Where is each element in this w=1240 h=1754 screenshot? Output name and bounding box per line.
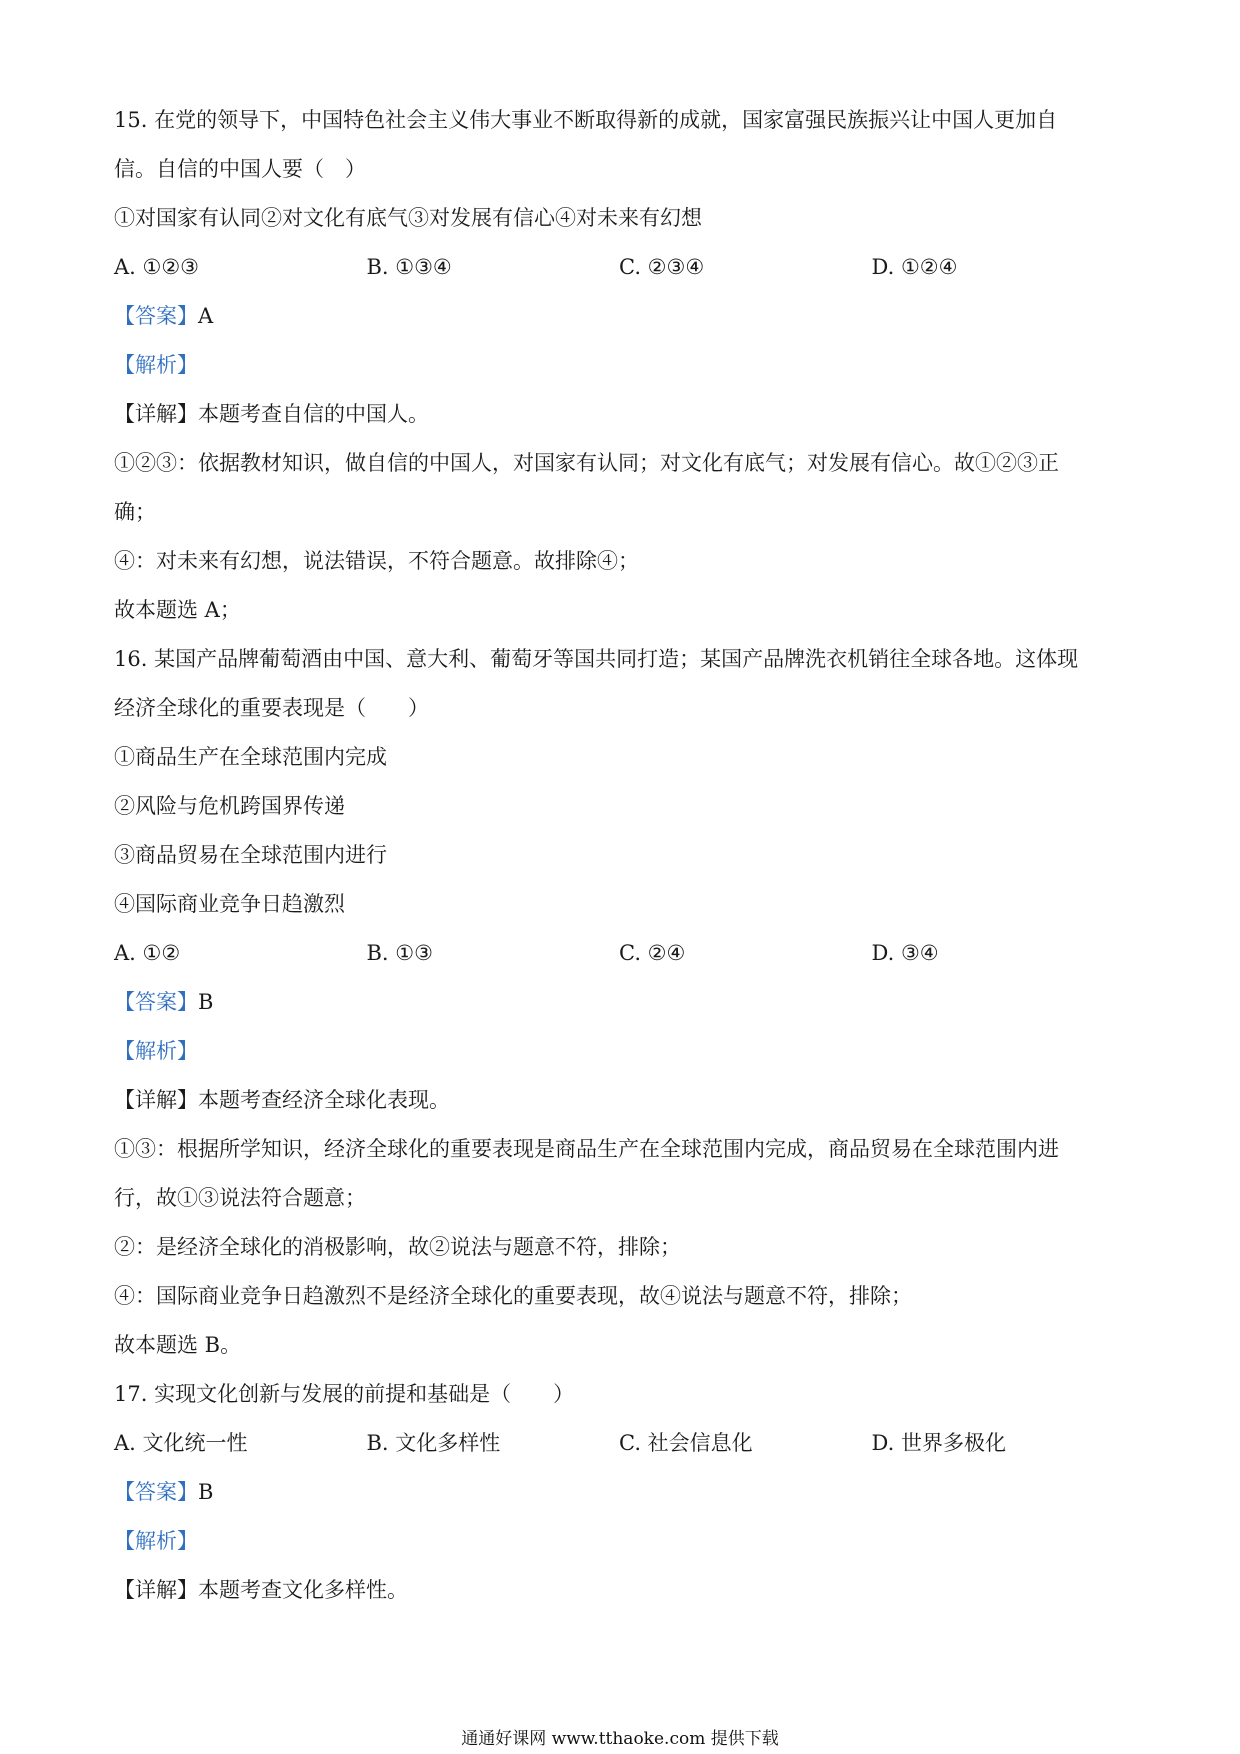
q16-explanation-line: 行，故①③说法符合题意； xyxy=(114,1186,366,1210)
q15-option-a: A. ①②③ xyxy=(114,255,199,279)
q17-analysis-tag: 【解析】 xyxy=(114,1529,198,1553)
q15-stem-line1: 15. 在党的领导下，中国特色社会主义伟大事业不断取得新的成就，国家富强民族振兴让中国人更加自 xyxy=(114,108,1058,132)
q16-statement: ①商品生产在全球范围内完成 xyxy=(114,745,387,769)
q16-option-d: D. ③④ xyxy=(871,941,939,965)
q17-options xyxy=(114,1419,1124,1468)
page-footer: 通通好课网 www.tthaoke.com 提供下载 xyxy=(461,1729,779,1749)
q15-explanation-line: ①②③：依据教材知识，做自信的中国人，对国家有认同；对文化有底气；对发展有信心。故①②③正 xyxy=(114,451,1059,475)
q16-answer-tag: 【答案】 xyxy=(114,990,198,1014)
document-page xyxy=(114,96,1124,1615)
q15-explanation-line: 故本题选 A； xyxy=(114,598,241,622)
q17-analysis xyxy=(114,1517,1124,1566)
q16-statement: ③商品贸易在全球范围内进行 xyxy=(114,843,387,867)
q16-statement: ②风险与危机跨国界传递 xyxy=(114,794,345,818)
q16-explanation-line: ②：是经济全球化的消极影响，故②说法与题意不符，排除； xyxy=(114,1235,681,1259)
q15-option-b: B. ①③④ xyxy=(366,255,452,279)
q16-option-c: C. ②④ xyxy=(619,941,686,965)
q17-option-a: A. 文化统一性 xyxy=(114,1431,248,1455)
q15-analysis xyxy=(114,341,1124,390)
q16-options xyxy=(114,929,1124,978)
q17-answer-tag: 【答案】 xyxy=(114,1480,198,1504)
q15-stem-line2: 信。自信的中国人要（ ） xyxy=(114,157,366,181)
q17-detail-tag: 【详解】 xyxy=(114,1578,198,1602)
q16-explanation-line: 故本题选 B。 xyxy=(114,1333,242,1357)
q16-stem-line1: 16. 某国产品牌葡萄酒由中国、意大利、葡萄牙等国共同打造；某国产品牌洗衣机销往全球各地。这体现 xyxy=(114,647,1079,671)
q15-statements: ①对国家有认同②对文化有底气③对发展有信心④对未来有幻想 xyxy=(114,206,702,230)
q16-answer-value: B xyxy=(198,990,214,1014)
q15-option-c: C. ②③④ xyxy=(619,255,705,279)
q16-analysis xyxy=(114,1027,1124,1076)
q17-detail xyxy=(114,1566,1124,1615)
q15-options xyxy=(114,243,1124,292)
q15-analysis-tag: 【解析】 xyxy=(114,353,198,377)
q16-option-a: A. ①② xyxy=(114,941,181,965)
q16-analysis-tag: 【解析】 xyxy=(114,1039,198,1063)
q15-detail-text: 本题考查自信的中国人。 xyxy=(198,402,429,426)
q16-option-b: B. ①③ xyxy=(366,941,433,965)
q15-answer-tag: 【答案】 xyxy=(114,304,198,328)
q17-answer-value: B xyxy=(198,1480,214,1504)
q17-option-b: B. 文化多样性 xyxy=(366,1431,501,1455)
q15-answer xyxy=(114,292,1124,341)
q16-detail-tag: 【详解】 xyxy=(114,1088,198,1112)
q17-option-c: C. 社会信息化 xyxy=(619,1431,753,1455)
q15-option-d: D. ①②④ xyxy=(871,255,958,279)
q15-explanation-line: 确； xyxy=(114,500,156,524)
q15-explanation-line: ④：对未来有幻想，说法错误，不符合题意。故排除④； xyxy=(114,549,639,573)
q16-detail xyxy=(114,1076,1124,1125)
q16-statement: ④国际商业竞争日趋激烈 xyxy=(114,892,345,916)
q16-detail-text: 本题考查经济全球化表现。 xyxy=(198,1088,450,1112)
q17-answer xyxy=(114,1468,1124,1517)
q17-detail-text: 本题考查文化多样性。 xyxy=(198,1578,408,1602)
q15-detail xyxy=(114,390,1124,439)
q15-detail-tag: 【详解】 xyxy=(114,402,198,426)
q17-option-d: D. 世界多极化 xyxy=(871,1431,1006,1455)
q16-stem-line2: 经济全球化的重要表现是（ ） xyxy=(114,696,429,720)
q16-explanation-line: ④：国际商业竞争日趋激烈不是经济全球化的重要表现，故④说法与题意不符，排除； xyxy=(114,1284,912,1308)
q16-explanation-line: ①③：根据所学知识，经济全球化的重要表现是商品生产在全球范围内完成，商品贸易在全球范围内进 xyxy=(114,1137,1059,1161)
q16-answer xyxy=(114,978,1124,1027)
q15-answer-value: A xyxy=(198,304,214,328)
q17-stem: 17. 实现文化创新与发展的前提和基础是（ ） xyxy=(114,1382,575,1406)
